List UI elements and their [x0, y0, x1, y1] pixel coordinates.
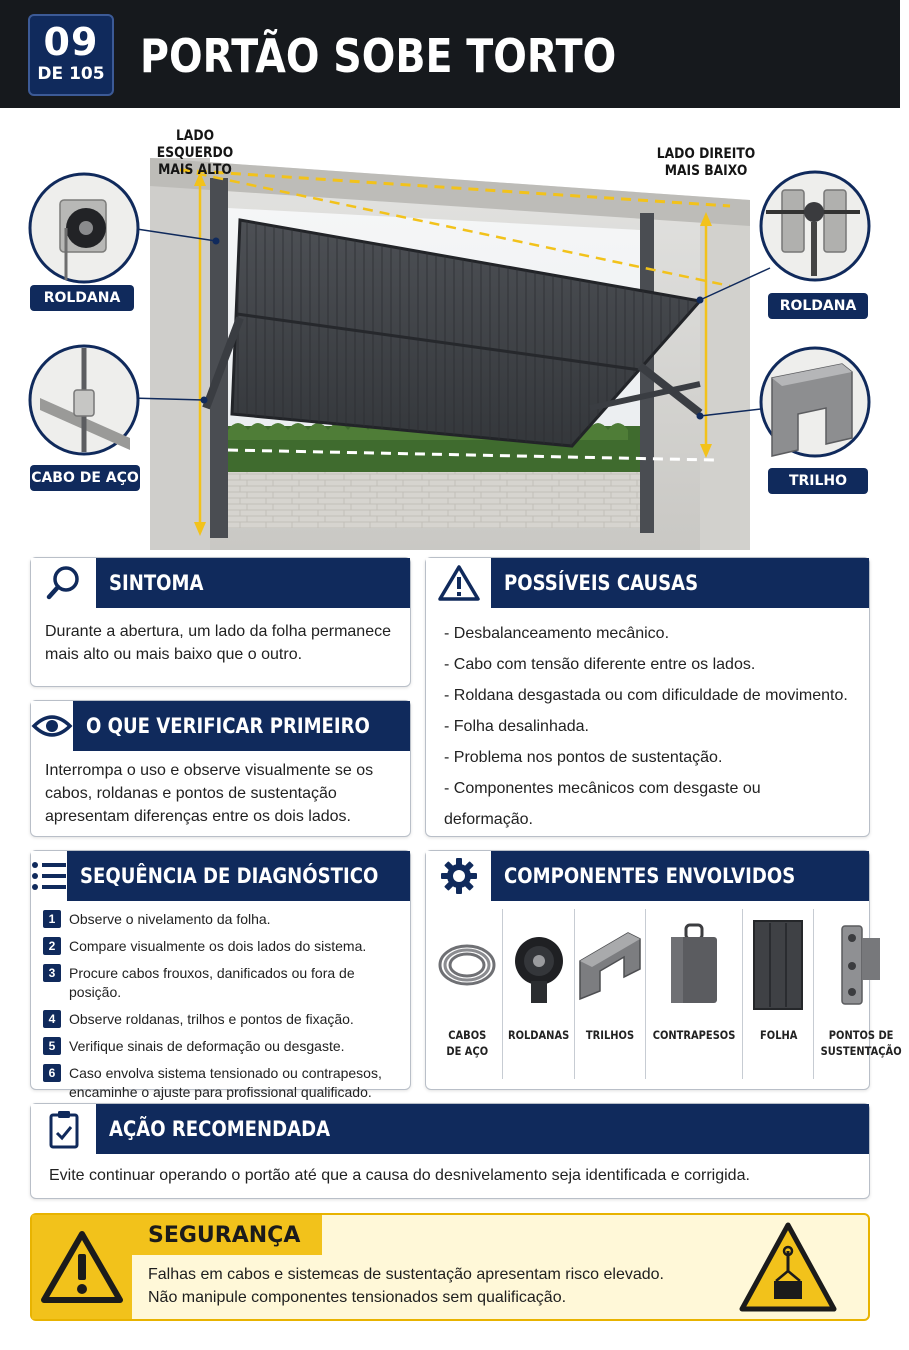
symptom-header	[31, 558, 410, 608]
action-text: Evite continuar operando o portão até que a causa do desnivelamento seja identificada e corrigida.	[49, 1167, 750, 1184]
diagnosis-title: SEQUÊNCIA DE DIAGNÓSTICO	[80, 864, 379, 888]
suspended-load-icon	[738, 1221, 838, 1315]
check-first-header	[31, 701, 410, 751]
right-side-lower-note	[650, 146, 763, 180]
step-text: Observe o nivelamento da folha.	[69, 911, 271, 927]
pulley-icon	[504, 909, 574, 1021]
step-number: 6	[43, 1064, 61, 1082]
diagnosis-step	[43, 937, 398, 956]
page-title: PORTÃO SOBE TORTO	[140, 29, 617, 83]
pulley-detail-left	[30, 174, 138, 282]
check-first-title: O QUE VERIFICAR PRIMEIRO	[86, 714, 370, 738]
cable-detail-left	[30, 346, 138, 454]
components-title: COMPONENTES ENVOLVIDOS	[504, 864, 796, 888]
right-side-lower-text: LADO DIREITO MAIS BAIXO	[656, 146, 756, 179]
step-number: 3	[43, 964, 61, 982]
diagnosis-card	[30, 850, 411, 1100]
left-side-higher-text: LADO ESQUERDO MAIS ALTO	[156, 128, 234, 178]
component-item	[743, 909, 814, 1079]
warning-triangle-icon	[426, 558, 492, 608]
bracket-icon	[826, 909, 896, 1021]
safety-line-1: Falhas em cabos e sistemєas de sustentação apresentam risco elevado.	[148, 1266, 664, 1283]
causes-title: POSSÍVEIS CAUSAS	[504, 571, 699, 595]
component-item	[432, 909, 503, 1079]
cause-item: - Problema nos pontos de sustentação.	[444, 749, 723, 766]
diagnosis-step	[43, 1037, 398, 1056]
component-label: CABOS DE AÇO	[446, 1028, 488, 1058]
step-number: 5	[43, 1037, 61, 1055]
diagnosis-step	[43, 910, 398, 929]
safety-banner	[30, 1213, 870, 1321]
cause-item: - Roldana desgastada ou com dificuldade de movimento.	[444, 687, 848, 704]
diagnosis-steps	[31, 901, 410, 1119]
door-panel-icon	[743, 909, 813, 1021]
symptom-text: Durante a abertura, um lado da folha permanece mais alto ou mais baixo que o outro.	[45, 623, 391, 663]
step-text: Compare visualmente os dois lados do sistema.	[69, 938, 367, 954]
cause-item: - Folha desalinhada.	[444, 718, 589, 735]
header-bar	[0, 0, 900, 108]
diagnosis-header	[31, 851, 410, 901]
component-label: CONTRAPESOS	[652, 1028, 736, 1042]
step-text: Procure cabos frouxos, danificados ou fora de posição.	[69, 965, 355, 1000]
components-row	[426, 901, 902, 1079]
diagnosis-step	[43, 1010, 398, 1029]
left-side-higher-note	[138, 128, 252, 179]
eye-icon	[31, 701, 74, 751]
component-label: PONTOS DE SUSTENTAÇÃO	[820, 1028, 902, 1058]
clipboard-check-icon	[31, 1104, 97, 1154]
item-number-badge	[28, 14, 114, 96]
component-label: ROLDANAS	[507, 1028, 570, 1042]
causes-list	[426, 608, 869, 845]
cable-coil-icon	[432, 909, 502, 1021]
safety-text	[148, 1263, 664, 1309]
check-first-card	[30, 700, 411, 837]
pulley-detail-right	[761, 172, 869, 280]
symptom-title: SINTOMA	[109, 571, 204, 595]
action-card	[30, 1103, 870, 1199]
causes-header	[426, 558, 869, 608]
counterweight-icon	[659, 909, 729, 1021]
warning-icon	[32, 1215, 132, 1319]
list-icon	[31, 851, 68, 901]
gate-illustration	[0, 108, 900, 550]
components-card	[425, 850, 902, 1090]
cause-item: - Componentes mecânicos com desgaste ou deformação.	[444, 780, 761, 828]
step-number: 4	[43, 1010, 61, 1028]
component-item	[503, 909, 575, 1079]
rail-icon	[575, 909, 645, 1021]
component-label: FOLHA	[759, 1028, 797, 1042]
cause-item: - Cabo com tensão diferente entre os lados.	[444, 656, 756, 673]
component-item	[646, 909, 743, 1079]
components-header	[426, 851, 869, 901]
diagnosis-step	[43, 1064, 398, 1102]
tag-pulley-right: ROLDANA	[768, 293, 868, 319]
step-number: 2	[43, 937, 61, 955]
item-total: DE 105	[37, 64, 105, 84]
safety-title: SEGURANÇA	[132, 1215, 322, 1255]
rail-detail-right	[761, 348, 869, 456]
tag-rail: TRILHO	[768, 468, 868, 494]
step-text: Caso envolva sistema tensionado ou contrapesos, encaminhe o ajuste para profissional qualificado.	[69, 1065, 382, 1100]
component-label: TRILHOS	[586, 1028, 635, 1042]
magnifier-icon	[31, 558, 97, 608]
step-number: 1	[43, 910, 61, 928]
gear-icon	[426, 851, 492, 901]
component-item	[814, 909, 908, 1079]
safety-line-2: Não manipule componentes tensionados sem qualificação.	[148, 1289, 567, 1306]
step-text: Observe roldanas, trilhos e pontos de fixação.	[69, 1011, 354, 1027]
action-header	[31, 1104, 869, 1154]
item-number: 09	[43, 20, 99, 64]
symptom-card	[30, 557, 411, 687]
step-text: Verifique sinais de deformação ou desgaste.	[69, 1038, 345, 1054]
component-item	[575, 909, 646, 1079]
cause-item: - Desbalanceamento mecânico.	[444, 625, 670, 642]
tag-steel-cable: CABO DE AÇO	[30, 465, 140, 491]
check-first-text: Interrompa o uso e observe visualmente se os cabos, roldanas e pontos de sustentação apresentam diferenças entre os dois lados.	[45, 762, 374, 825]
diagnosis-step	[43, 964, 398, 1002]
causes-card	[425, 557, 870, 837]
action-title: AÇÃO RECOMENDADA	[109, 1117, 331, 1141]
tag-pulley-left: ROLDANA	[30, 285, 134, 311]
